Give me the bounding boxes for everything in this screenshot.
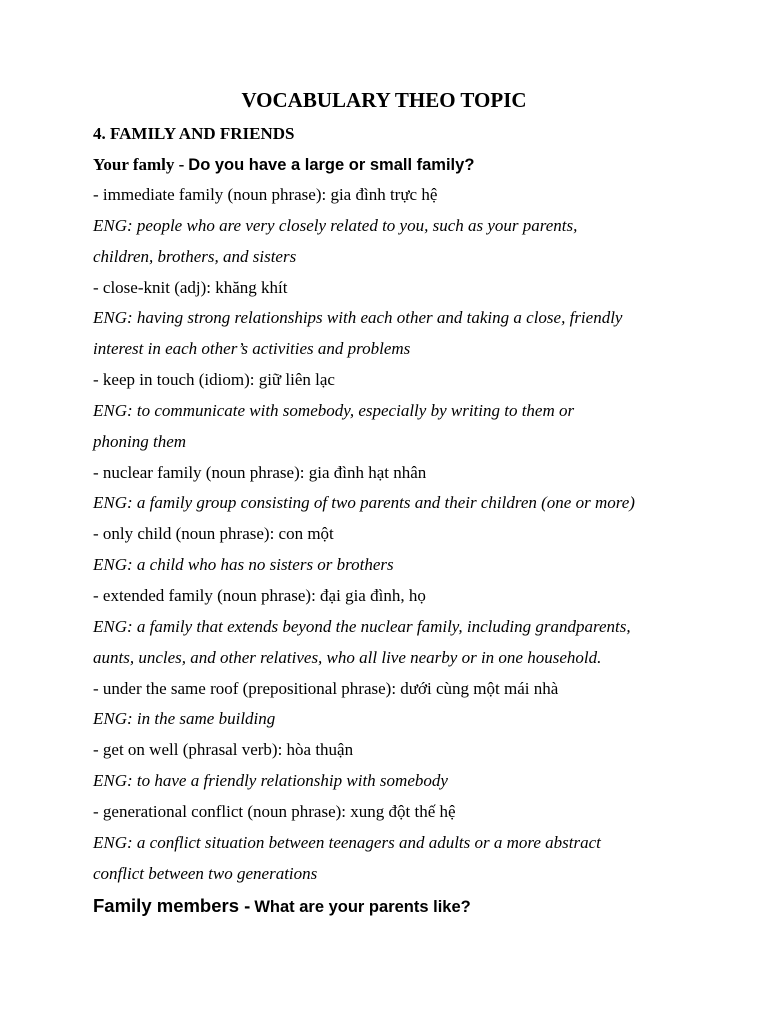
eng-definition: ENG: a family group consisting of two parents and their children (one or more) xyxy=(93,493,635,513)
vocab-entry-under-the-same-roof: - under the same roof (prepositional phrase): dưới cùng một mái nhà xyxy=(93,678,559,698)
eng-definition-continued: interest in each other’s activities and problems xyxy=(93,339,411,359)
eng-definition-continued: aunts, uncles, and other relatives, who all live nearby or in one household. xyxy=(93,647,602,667)
eng-definition: ENG: to communicate with somebody, especially by writing to them or xyxy=(93,400,575,420)
vocab-entry-keep-in-touch: - keep in touch (idiom): giữ liên lạc xyxy=(93,370,335,390)
topic-lead: Family members - xyxy=(93,895,251,916)
vocab-entry-generational-conflict: - generational conflict (noun phrase): xung đột thế hệ xyxy=(93,801,456,821)
vocabulary-list xyxy=(93,180,693,889)
vocab-entry-get-on-well: - get on well (phrasal verb): hòa thuận xyxy=(93,740,354,760)
vocab-entry-only-child: - only child (noun phrase): con một xyxy=(93,524,334,544)
vocab-entry-extended-family: - extended family (noun phrase): đại gia đình, họ xyxy=(93,585,426,605)
section-heading: 4. FAMILY AND FRIENDS xyxy=(93,124,295,143)
document-title: VOCABULARY THEO TOPIC xyxy=(241,88,527,112)
vocab-entry-nuclear-family: - nuclear family (noun phrase): gia đình hạt nhân xyxy=(93,462,427,482)
eng-definition: ENG: people who are very closely related to you, such as your parents, xyxy=(93,215,578,235)
topic-heading-family-members xyxy=(93,892,471,922)
topic-heading-your-family xyxy=(93,152,474,179)
topic-lead: Your famly - xyxy=(93,155,185,174)
eng-definition-continued: phoning them xyxy=(93,431,187,451)
eng-definition-continued: conflict between two generations xyxy=(93,863,318,883)
eng-definition: ENG: having strong relationships with each other and taking a close, friendly xyxy=(93,308,623,328)
topic-question: What are your parents like? xyxy=(254,898,471,916)
vocab-entry-close-knit: - close-knit (adj): khăng khít xyxy=(93,277,288,297)
eng-definition: ENG: a family that extends beyond the nuclear family, including grandparents, xyxy=(93,616,631,636)
eng-definition-continued: children, brothers, and sisters xyxy=(93,246,297,266)
eng-definition: ENG: in the same building xyxy=(93,709,276,729)
eng-definition: ENG: a conflict situation between teenagers and adults or a more abstract xyxy=(93,832,601,852)
topic-question: Do you have a large or small family? xyxy=(188,156,475,174)
vocab-entry-immediate-family: - immediate family (noun phrase): gia đình trực hệ xyxy=(93,185,438,204)
eng-definition: ENG: a child who has no sisters or brothers xyxy=(93,555,394,575)
eng-definition: ENG: to have a friendly relationship with somebody xyxy=(93,771,448,791)
